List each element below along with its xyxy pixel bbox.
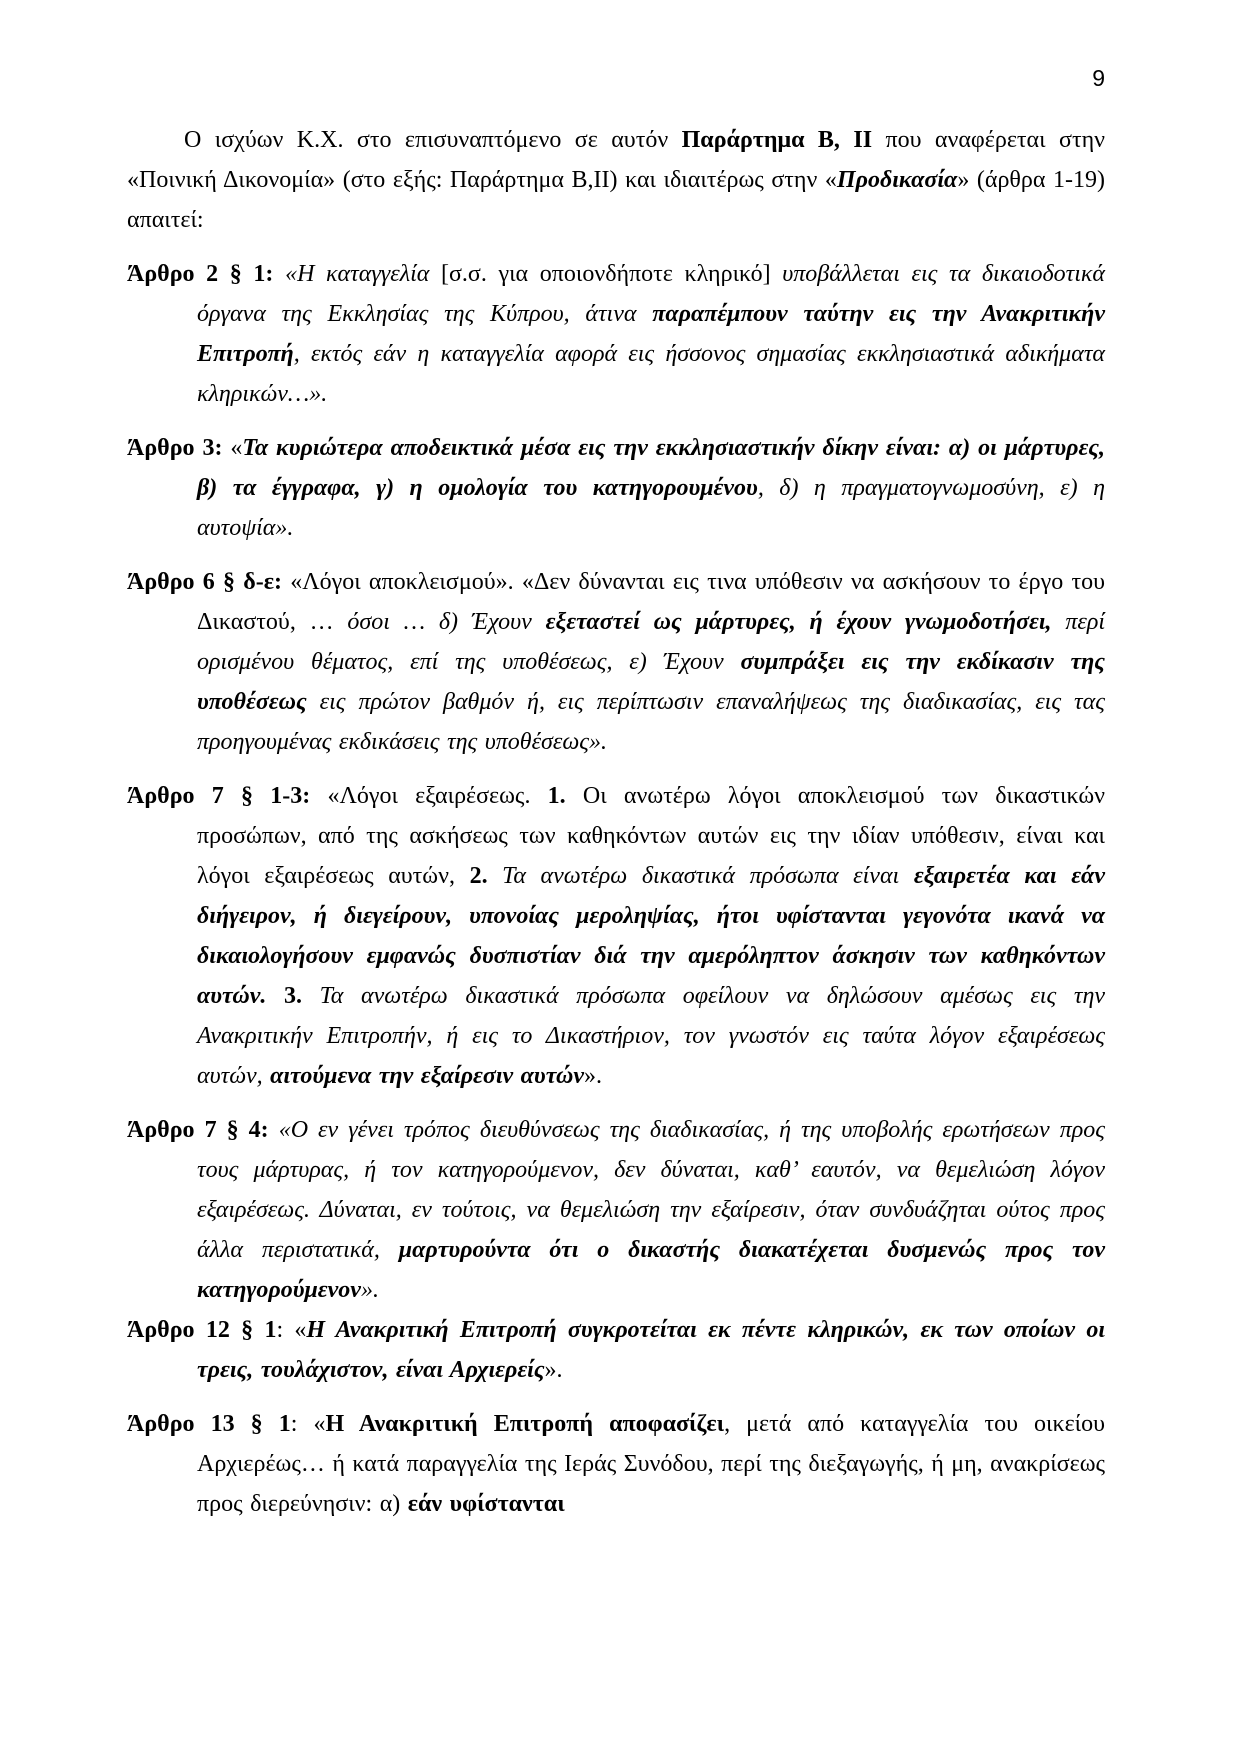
text-run: , δ) η πραγματογνωμοσύνη, ε) η αυτοψία».	[197, 475, 1105, 541]
text-run: αιτούμενα την εξαίρεσιν αυτών	[270, 1063, 585, 1089]
text-run: » (άρθρα 1-19) απαιτεί:	[127, 167, 1106, 233]
text-run: που αναφέρεται στην «Ποινική Δικονομία» (στο εξής: Παράρτημα Β,ΙΙ) και ιδιαιτέρως στην «	[127, 127, 1105, 193]
text-run: : «	[290, 1411, 326, 1437]
intro-paragraph	[127, 120, 1105, 240]
text-run: Η Ανακριτική Επιτροπή αποφασίζει	[325, 1411, 725, 1437]
text-run: εξαιρετέα και εάν διήγειρον, ή διεγείρουν, υπονοίας μεροληψίας, ήτοι υφίστανται γεγονότα ικανά να δικαιολογήσουν εμφανώς δυσπιστίαν διά την αμερόληπτον άσκησιν των καθηκόντων αυτών.	[197, 863, 1105, 1009]
text-run: 2.	[469, 863, 488, 889]
text-run: : «	[276, 1317, 307, 1343]
text-run: περί ορισμένου θέματος, επί της υποθέσεως, ε) Έχουν	[197, 609, 1106, 675]
text-run: [σ.σ. για οποιονδήποτε κληρικό]	[441, 261, 783, 287]
text-run: Άρθρο 12 § 1	[127, 1317, 277, 1343]
text-run: συμπράξει εις την εκδίκασιν της υποθέσεως	[197, 649, 1106, 715]
text-run: Άρθρο 7 § 1-3:	[127, 783, 328, 809]
text-run: Άρθρο 13 § 1	[127, 1411, 291, 1437]
text-run: Άρθρο 3:	[127, 435, 231, 461]
document-body	[127, 120, 1105, 1524]
text-run: 1.	[547, 783, 566, 809]
text-run: ».	[544, 1357, 563, 1383]
article-paragraph	[127, 562, 1105, 762]
text-run: ».	[584, 1063, 603, 1089]
text-run: Τα ανωτέρω δικαστικά πρόσωπα είναι	[487, 863, 914, 889]
text-run: Οι ανωτέρω λόγοι αποκλεισμού των δικαστικών προσώπων, από της ασκήσεως των καθηκόντων αυτών εις την ιδίαν υπόθεσιν, είναι και λόγοι εξαιρέσεως αυτών,	[197, 783, 1105, 889]
text-run: παραπέμπουν ταύτην εις την Ανακριτικήν Επιτροπή	[197, 301, 1106, 367]
text-run: 3.	[284, 983, 302, 1009]
text-run: «Λόγοι εξαιρέσεως.	[327, 783, 548, 809]
text-run: Προδικασία	[836, 167, 958, 193]
page-number: 9	[1092, 65, 1105, 91]
text-run: «	[230, 435, 243, 461]
article-paragraph	[127, 1310, 1105, 1390]
text-run: Τα κυριώτερα αποδεικτικά μέσα εις την εκκλησιαστικήν δίκην είναι: α) οι μάρτυρες, β) τα έγγραφα, γ) η ομολογία του κατηγορουμένου	[197, 435, 1105, 501]
text-run: Άρθρο 2 § 1:	[127, 261, 286, 287]
text-run: Η Ανακριτική Επιτροπή συγκροτείται εκ πέντε κληρικών, εκ των οποίων οι τρεις, τουλάχιστον, είναι Αρχιερείς	[197, 1317, 1105, 1383]
text-run: «Ο εν γένει τρόπος διευθύνσεως της διαδικασίας, ή της υποβολής ερωτήσεων προς τους μάρτυρας, ή τον κατηγορούμενον, δεν δύναται, καθ’ εαυτόν, να θεμελιώση λόγον εξαιρέσεως. Δύναται, εν τούτοις, να θεμελιώση την εξαίρεσιν, όταν συνδυάζηται ούτος προς άλλα περιστατικά,	[197, 1117, 1105, 1263]
article-paragraph	[127, 776, 1105, 1096]
text-run: ».	[360, 1277, 379, 1303]
text-run: εις πρώτον βαθμόν ή, εις περίπτωσιν επαναλήψεως της διαδικασίας, εις τας προηγουμένας εκδικάσεις της υποθέσεως».	[197, 689, 1105, 755]
text-run: μαρτυρούντα ότι ο δικαστής διακατέχεται δυσμενώς προς τον κατηγορούμενον	[197, 1237, 1105, 1303]
text-run: Παράρτημα Β, ΙΙ	[681, 127, 873, 153]
text-run: όσοι … δ) Έχουν	[347, 609, 546, 635]
text-run: «Η καταγγελία	[285, 261, 441, 287]
text-run: Τα ανωτέρω δικαστικά πρόσωπα οφείλουν να δηλώσουν αμέσως εις την Ανακριτικήν Επιτροπήν, ή εις το Δικαστήριον, τον γνωστόν εις ταύτα λόγον εξαιρέσεως αυτών,	[197, 983, 1106, 1089]
text-run: , μετά από καταγγελία του οικείου Αρχιερέως… ή κατά παραγγελία της Ιεράς Συνόδου, περί της διεξαγωγής, ή μη, ανακρίσεως προς διερεύνησιν: α)	[197, 1411, 1106, 1517]
text-run: Άρθρο 6 § δ-ε:	[127, 569, 291, 595]
text-run: Ο ισχύων Κ.Χ. στο επισυναπτόμενο σε αυτόν	[184, 127, 682, 153]
article-paragraph	[127, 428, 1105, 548]
text-run: Άρθρο 7 § 4:	[127, 1117, 279, 1143]
article-paragraph	[127, 1404, 1105, 1524]
article-paragraph	[127, 1110, 1105, 1310]
text-run: υποβάλλεται εις τα δικαιοδοτικά όργανα της Εκκλησίας της Κύπρου, άτινα	[197, 261, 1105, 327]
article-paragraph	[127, 254, 1105, 414]
text-run: , εκτός εάν η καταγγελία αφορά εις ήσσονος σημασίας εκκλησιαστικά αδικήματα κληρικών…».	[197, 341, 1105, 407]
text-run: εάν υφίστανται	[407, 1491, 565, 1517]
text-run: εξεταστεί ως μάρτυρες, ή έχουν γνωμοδοτήσει,	[545, 609, 1066, 635]
text-run: «Λόγοι αποκλεισμού». «Δεν δύνανται εις τινα υπόθεσιν να ασκήσουν το έργο του Δικαστού, …	[197, 569, 1105, 635]
